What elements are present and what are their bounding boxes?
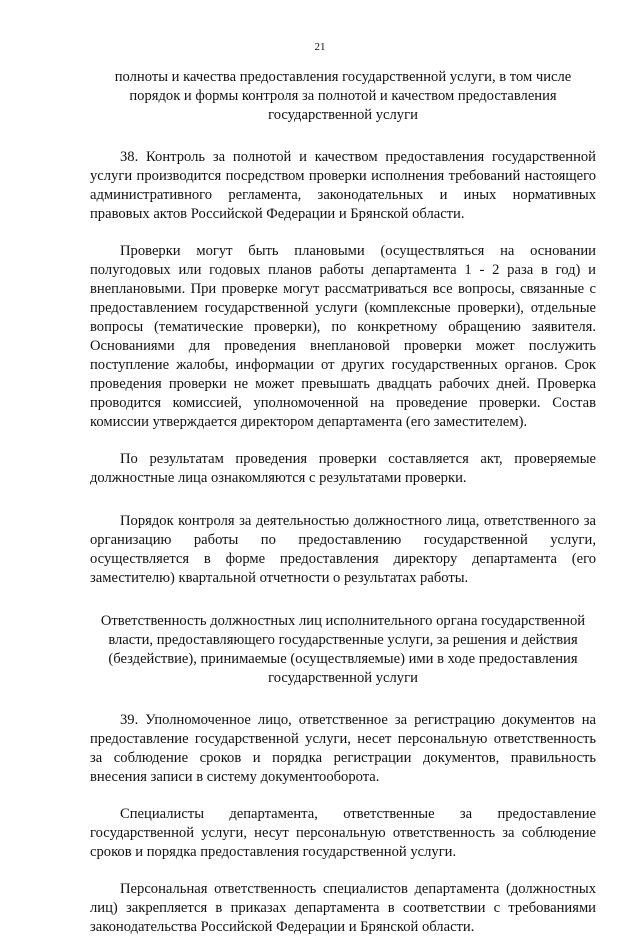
spacer (90, 488, 596, 512)
paragraph-38: 38. Контроль за полнотой и качеством предоставления государственной услуги производится посредством проверки исполнения требований настоящего административного регламента, законодательных и иных нормативных правовых актов Российской Федерации и Брянской области. (90, 149, 596, 222)
spacer (90, 588, 596, 612)
paragraph-inspection-results: По результатам проведения проверки составляется акт, проверяемые должностные лица ознакомляются с результатами проверки. (90, 451, 596, 486)
section-heading-responsibility: Ответственность должностных лиц исполнительного органа государственной власти, предоставляющего государственные услуги, за решения и действия (бездействие), принимаемые (осуществляемые) ими в ходе предоставления государственной услуги (100, 613, 586, 686)
page-number: 21 (314, 41, 326, 53)
spacer (90, 787, 596, 805)
paragraph-control-procedure: Порядок контроля за деятельностью должностного лица, ответственного за организацию работы по предоставлению государственной услуги, осуществляется в форме предоставления директору департамента (его заместителю) квартальной отчетности о результатах работы. (90, 513, 596, 586)
spacer (90, 432, 596, 450)
spacer (90, 862, 596, 880)
paragraph-39: 39. Уполномоченное лицо, ответственное за регистрацию документов на предоставление государственной услуги, несет персональную ответственность за соблюдение сроков и порядка регистрации документов, правильность внесения записи в систему документооборота. (90, 712, 596, 785)
spacer (90, 125, 596, 148)
spacer (90, 688, 596, 711)
paragraph-personal-responsibility: Персональная ответственность специалистов департамента (должностных лиц) закрепляется в приказах департамента в соответствии с требованиями законодательства Российской Федерации и Брянской области. (90, 881, 596, 935)
paragraph-specialists: Специалисты департамента, ответственные за предоставление государственной услуги, несут персональную ответственность за соблюдение сроков и порядка предоставления государственной услуги. (90, 806, 596, 860)
paragraph-inspections: Проверки могут быть плановыми (осуществляться на основании полугодовых или годовых планов работы департамента 1 - 2 раза в год) и внеплановыми. При проверке могут рассматриваться все вопросы, связанные с предоставлением государственной услуги (комплексные проверки), отдельные вопросы (тематические проверки), по конкретному обращению заявителя. Основаниями для проведения внеплановой проверки может послужить поступление жалобы, информации от других государственных органов. Срок проведения проверки не может превышать двадцать рабочих дней. Проверка проводится комиссией, уполномоченной на проведение проверки. Состав комиссии утверждается директором департамента (его заместителем). (90, 243, 596, 430)
spacer (90, 224, 596, 242)
page-content (90, 68, 596, 937)
section-heading-control: полноты и качества предоставления государственной услуги, в том числе порядок и формы контроля за полнотой и качеством предоставления государственной услуги (114, 69, 572, 123)
